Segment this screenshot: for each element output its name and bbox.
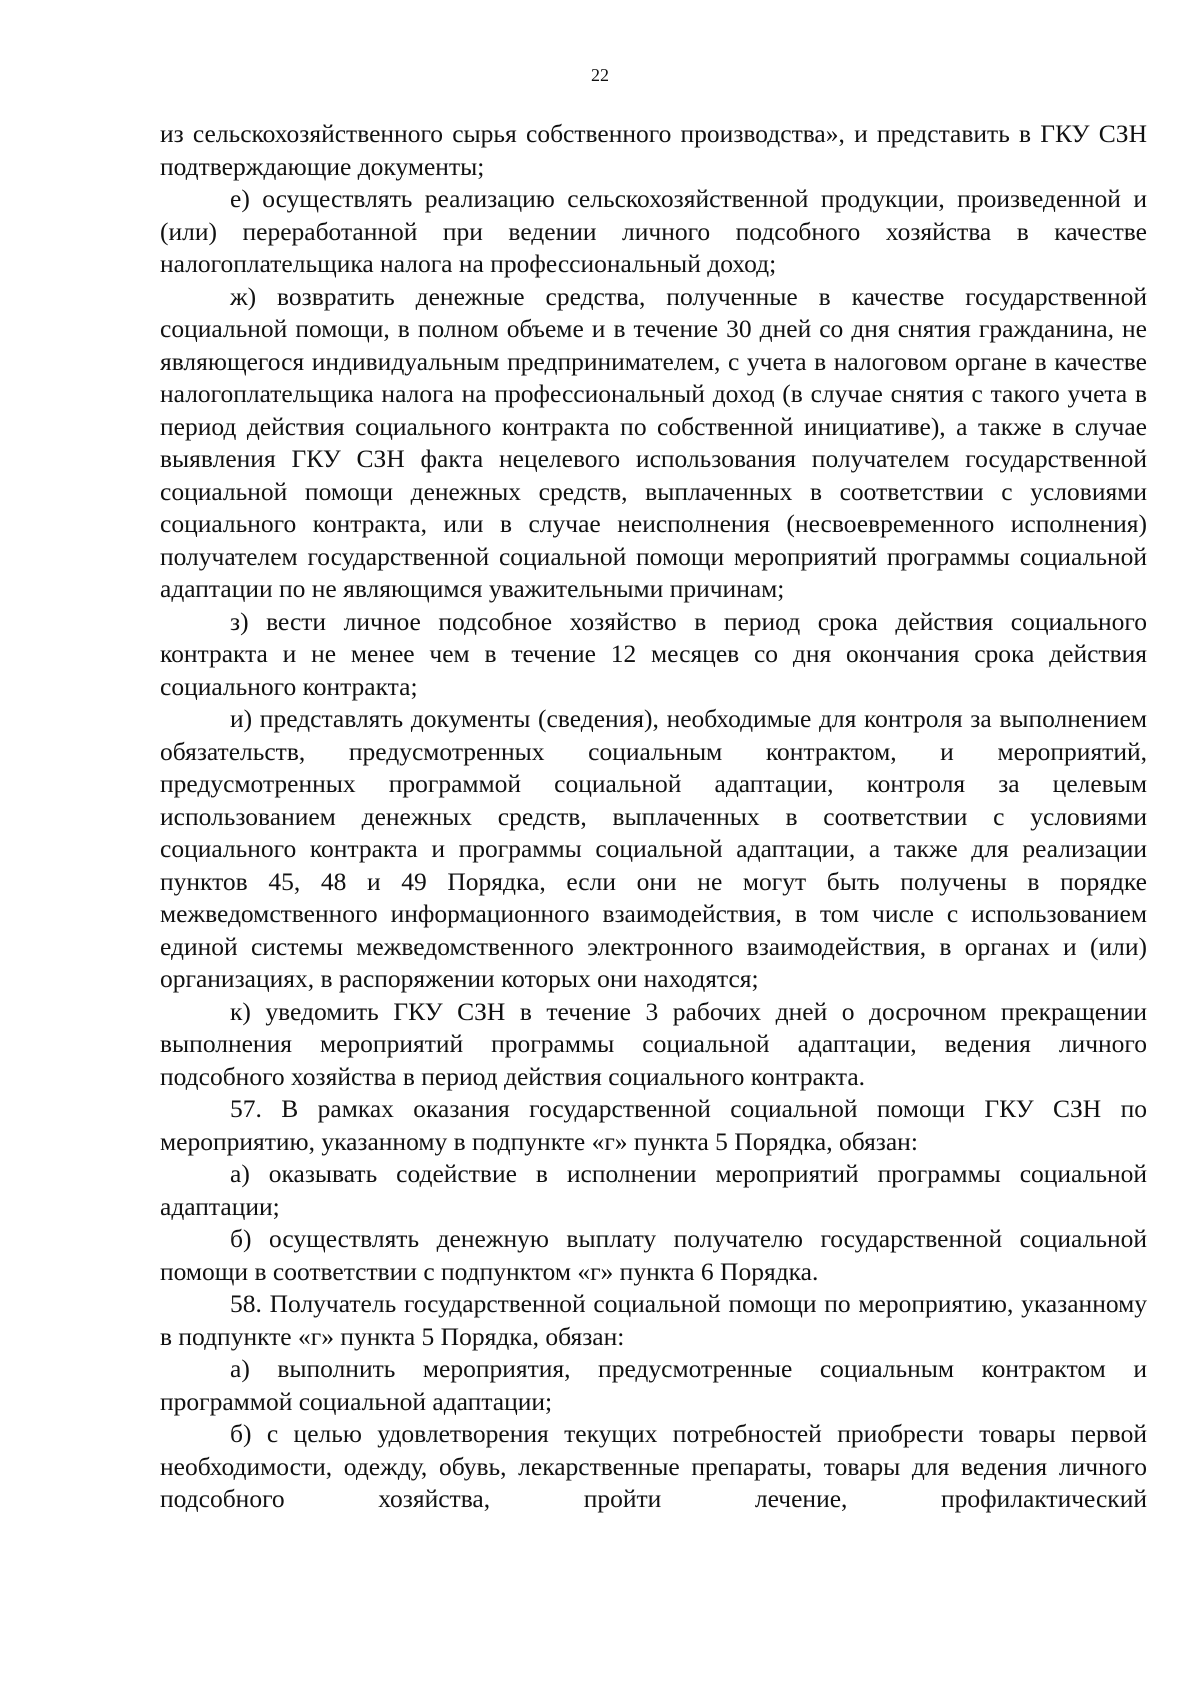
document-body bbox=[160, 118, 1147, 1516]
page-number: 22 bbox=[591, 65, 609, 85]
paragraph-continuation: из сельскохозяйственного сырья собственного производства», и представить в ГКУ СЗН подтверждающие документы; bbox=[160, 119, 1147, 181]
paragraph-subitem-k: к) уведомить ГКУ СЗН в течение 3 рабочих дней о досрочном прекращении выполнения мероприятий программы социальной адаптации, ведения личного подсобного хозяйства в период действия социального контракта. bbox=[160, 996, 1147, 1091]
paragraph-subitem-i: и) представлять документы (сведения), необходимые для контроля за выполнением обязательств, предусмотренных социальным контрактом, и мероприятий, предусмотренных программой социальной адаптации, контроля за целевым использованием денежных средств, выплаченных в соответствии с условиями социального контракта и программы социальной адаптации, а также для реализации пунктов 45, 48 и 49 Порядка, если они не могут быть получены в порядке межведомственного информационного взаимодействия, в том числе с использованием единой системы межведомственного электронного взаимодействия, в органах и (или) организациях, в распоряжении которых они находятся; bbox=[160, 704, 1147, 993]
paragraph-item-58-b: б) с целью удовлетворения текущих потребностей приобрести товары первой необходимости, одежду, обувь, лекарственные препараты, товары для ведения личного подсобного хозяйства, пройти лечение, профилактический bbox=[160, 1419, 1147, 1513]
paragraph-subitem-z: з) вести личное подсобное хозяйство в период срока действия социального контракта и не менее чем в течение 12 месяцев со дня окончания срока действия социального контракта; bbox=[160, 606, 1147, 701]
paragraph-subitem-e: е) осуществлять реализацию сельскохозяйственной продукции, произведенной и (или) переработанной при ведении личного подсобного хозяйства в качестве налогоплательщика налога на профессиональный доход; bbox=[160, 184, 1147, 278]
paragraph-subitem-zh: ж) возвратить денежные средства, полученные в качестве государственной социальной помощи, в полном объеме и в течение 30 дней со дня снятия гражданина, не являющегося индивидуальным предпринимателем, с учета в налоговом органе в качестве налогоплательщика налога на профессиональный доход (в случае снятия с такого учета в период действия социального контракта по собственной инициативе), а также в случае выявления ГКУ СЗН факта нецелевого использования получателем государственной социальной помощи денежных средств, выплаченных в соответствии с условиями социального контракта, или в случае неисполнения (несвоевременного исполнения) получателем государственной социальной помощи мероприятий программы социальной адаптации по не являющимся уважительными причинам; bbox=[160, 281, 1147, 603]
paragraph-item-58-a: а) выполнить мероприятия, предусмотренные социальным контрактом и программой социальной адаптации; bbox=[160, 1354, 1147, 1416]
paragraph-item-57-b: б) осуществлять денежную выплату получателю государственной социальной помощи в соответствии с подпунктом «г» пункта 6 Порядка. bbox=[160, 1224, 1147, 1286]
paragraph-item-57-a: а) оказывать содействие в исполнении мероприятий программы социальной адаптации; bbox=[160, 1159, 1147, 1221]
paragraph-item-58: 58. Получатель государственной социальной помощи по мероприятию, указанному в подпункте «г» пункта 5 Порядка, обязан: bbox=[160, 1289, 1147, 1351]
paragraph-item-57: 57. В рамках оказания государственной социальной помощи ГКУ СЗН по мероприятию, указанному в подпункте «г» пункта 5 Порядка, обязан: bbox=[160, 1094, 1147, 1156]
